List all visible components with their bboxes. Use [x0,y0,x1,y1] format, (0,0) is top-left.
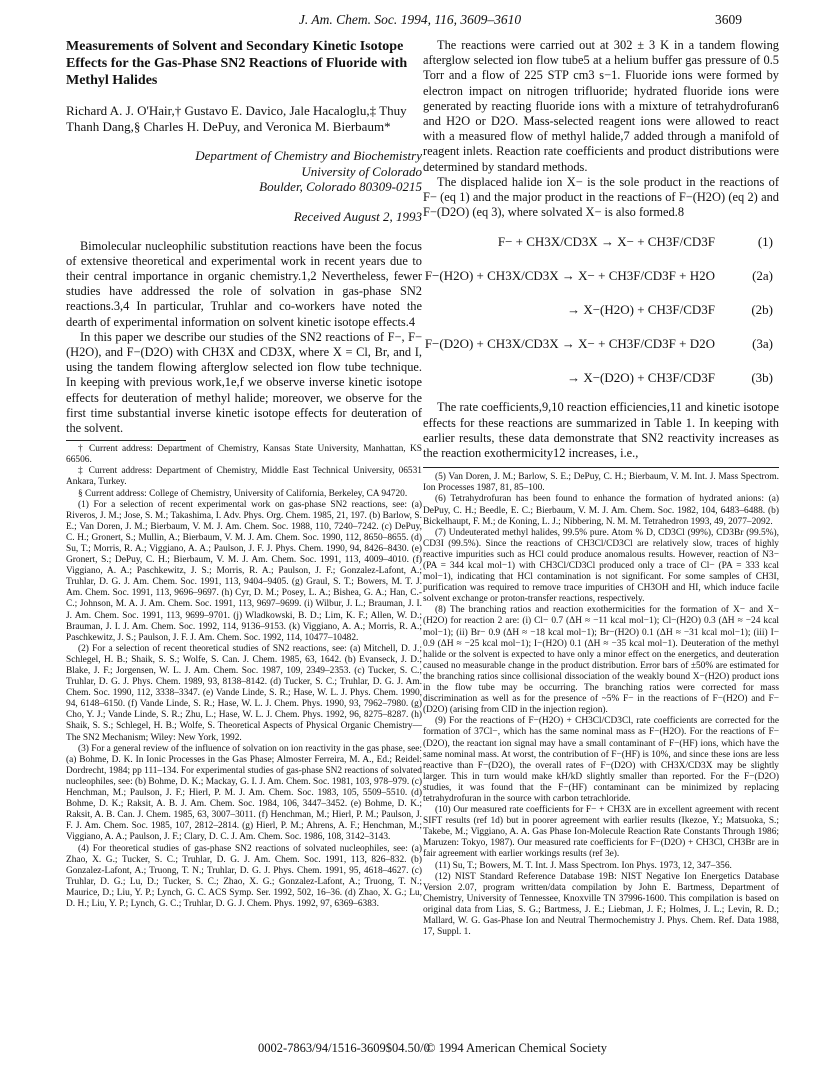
page-number: 3609 [715,12,742,27]
equation-number: (2b) [751,302,773,318]
affiliation-address: Boulder, Colorado 80309-0215 [259,179,422,194]
equation [423,260,779,294]
paragraph: The reactions were carried out at 302 ± 3 K in a tandem flowing afterglow selected ion flow tube5 at a helium buffer gas pressure of 0.5 Torr and a flow of 225 STP cm3 s−1. Fluoride ions were formed by electron impact on nitrogen trifluoride; hydrated fluoride ions were generated by reacting fluoride ions with a mixture of tetrahydrofuran6 and H2O or D2O. Mass-selected reagent ions were allowed to react with a measured flow of methyl halide,7 added through a manifold of reagent inlets. Reaction rate coefficients and product distributions were determined by standard methods. [423,38,779,174]
equation-expression: F− + CH3X/CD3X → X− + CH3F/CD3F [497,234,715,250]
reference: (12) NIST Standard Reference Database 19B: NIST Negative Ion Energetics Database Version 2.07, program written/data compilation by John E. Bartmess, Department of Chemistry, University of Tennessee, Knoxville TN 37996-1600. This compilation is based on original data from Lias, S. G.; Bartmess, J. E.; Liebman, J. F.; Holmes, J. L.; Levin, R. D.; Mallard, W. G. Gas-Phase Ion and Neutral Thermochemistry J. Phys. Chem. Ref. Data 1988, 17, Suppl. 1. [423,871,779,938]
paragraph: The rate coefficients,9,10 reaction efficiencies,11 and kinetic isotope effects for these reactions are summarized in Table 1. In keeping with earlier results, these data demonstrate that SN2 reactivity increases as the reaction exothermicity12 increases, i.e., [423,400,779,461]
equation [423,328,779,362]
body-text-right [423,38,779,220]
equation [423,362,779,396]
right-column [423,38,779,938]
footnotes-left [66,444,422,910]
affiliation-university: University of Colorado [301,163,422,179]
reference: (6) Tetrahydrofuran has been found to enhance the formation of hydrated anions: (a) DePuy, C. H.; Beedle, E. C.; Bierbaum, V. M. J. Am. Chem. Soc. 1982, 104, 6483–6488. (b) Bickelhaupt, F. M.; de Koning, L. J.; Nibbering, N. M. M. Tetrahedron 1993, 49, 2077–2092. [423,494,779,527]
equation-number: (3a) [752,336,773,352]
copyright-notice: © 1994 American Chemical Society [426,1041,607,1055]
page-footer [0,1041,820,1059]
footnote-rule [66,440,186,441]
paragraph: In this paper we describe our studies of the SN2 reactions of F−, F−(H2O), and F−(D2O) with CH3X and CD3X, where X = Cl, Br, and I, using the tandem flowing afterglow selected ion flow tube technique. In keeping with previous work,1e,f we observe inverse kinetic isotope effects for deuteration of methyl halide; moreover, we observe for the first time substantial inverse kinetic isotope effects for deuteration of the solvent. [66,329,422,435]
equation [423,226,779,260]
reference: (11) Su, T.; Bowers, M. T. Int. J. Mass Spectrom. Ion Phys. 1973, 12, 347–356. [435,860,732,871]
reference: (5) Van Doren, J. M.; Barlow, S. E.; DePuy, C. H.; Bierbaum, V. M. Int. J. Mass Spectrom. Ion Processes 1987, 81, 85–100. [423,472,779,494]
equation-expression: F−(D2O) + CH3X/CD3X → X− + CH3F/CD3F + D2O [424,336,715,352]
affiliation [66,148,422,195]
equation-block [423,226,779,396]
running-head [0,10,820,30]
received-date: Received August 2, 1993 [293,208,422,224]
journal-citation: J. Am. Chem. Soc. 1994, 116, 3609–3610 [298,12,522,27]
equation-expression: F−(H2O) + CH3X/CD3X → X− + CH3F/CD3F + H2O [424,268,715,284]
equation-number: (2a) [752,268,773,284]
equation-number: (1) [757,234,773,250]
equation-number: (3b) [751,370,773,386]
footnotes-right [423,472,779,938]
reference: (2) For a selection of recent theoretical studies of SN2 reactions, see: (a) Mitchell, D. J.; Schlegel, H. B.; Shaik, S. S.; Wolfe, S. Can. J. Chem. 1985, 63, 1642. (b) Evanseck, J. D.; Blake, J. F.; Jorgensen, W. L. J. Am. Chem. Soc. 1987, 109, 2349–2353. (c) Tucker, S. C.; Truhlar, D. G. J. Phys. Chem. 1989, 93, 8138–8142. (d) Tucker, S. C.; Truhlar, D. G. J. Am. Chem. Soc. 1990, 112, 3338–3347. (e) Vande Linde, S. R.; Hase, W. L. J. Phys. Chem. 1990, 94, 6148–6150. (f) Vande Linde, S. R.; Hase, W. L. J. Chem. Phys. 1990, 93, 7962–7980. (g) Cho, Y. J.; Vande Linde, S. R.; Zhu, L.; Hase, W. L. J. Chem. Phys. 1992, 96, 8275–8287. (h) Shaik, S. S.; Schlegel, H. B.; Wolfe, S. Theoretical Aspects of Physical Organic Chemistry—The SN2 Mechanism; Wiley: New York, 1992. [66,643,422,743]
reference: (4) For theoretical studies of gas-phase SN2 reactions of solvated nucleophiles, see: (a) Zhao, X. G.; Tucker, S. C.; Truhlar, D. G. J. Am. Chem. Soc. 1991, 113, 826–832. (b) Gonzalez-Lafont, A.; Truong, T. N.; Truhlar, D. G. J. Phys. Chem. 1991, 95, 4618–4627. (c) Truhlar, D. G.; Lu, D.; Tucker, S. C.; Zhao, X. G.; Gonzalez-Lafont, A.; Truong, T. N.; Maurice, D.; Liu, Y. P.; Lynch, G. C. ACS Symp. Ser. 1992, 502, 16–36. (d) Zhao, X. G.; Lu, D. H.; Liu, Y. P.; Lynch, G. C.; Truhlar, D. G. J. Chem. Phys. 1992, 97, 6369–6383. [66,843,422,909]
equation-expression: → X−(H2O) + CH3F/CD3F [567,302,715,318]
reference: (9) For the reactions of F−(H2O) + CH3Cl/CD3Cl, rate coefficients are corrected for the formation of 37Cl−, which has the same nominal mass as F−(H2O). For the reactions of F−(D2O), the reactant ion signal may have a small contaminant of F−(HF) ions, which have the same nominal mass. At worst, the contribution of F−(HF) is 10%, and since these ions are less reactive than F−(D2O), the overall rates of F−(D2O) with CH3X/CD3X may be slightly larger. This in turn would make kH/kD slightly smaller than reported. For the F−(D2O) studies, it was found that the F−(HF) contaminant can be minimized by replacing tetrahydrofuran in the source with carbon tetrachloride. [423,716,779,804]
reference: (10) Our measured rate coefficients for F− + CH3X are in excellent agreement with recent SIFT results (ref 1d) but in poorer agreement with earlier results (Ikezoe, Y.; Matsuoka, S.; Takebe, M.; Viggiano, A. A. Gas Phase Ion-Molecule Reaction Rate Constants Through 1986; Maruzen: Tokyo, 1987). Our measured rate coefficients for F−(D2O) + CH3Cl, CH3Br are in fair agreement with earlier workings results (ref 3e). [423,805,779,860]
equation-expression: → X−(D2O) + CH3F/CD3F [567,370,715,386]
reference: (7) Undeuterated methyl halides, 99.5% pure. Atom % D, CD3Cl (99%), CD3Br (99.5%), CD3I (99.5%). Since the reactions of CH3Cl/CD3Cl are relatively slow, traces of highly reactive impurities such as HCl could produce anomalous results. However, reaction of N3− (PA = 344 kcal mol−1) with CH3Cl/CD3Cl produced only a trace of Cl− (PA = 333 kcal mol−1), indicating that HCl contamination is not significant. For some samples of CH3I, purification was required to remove trace impurities of CH3OH and HI, which induce facile solvent exchange or proton-transfer reactions, respectively. [423,527,779,605]
paragraph: The displaced halide ion X− is the sole product in the reactions of F− (eq 1) and the major product in the reactions of F−(H2O) (eq 2) and F−(D2O) (eq 3), where solvated X− is also formed.8 [423,174,779,220]
author-list: Richard A. J. O'Hair,† Gustavo E. Davico, Jale Hacaloglu,‡ Thuy Thanh Dang,§ Charles H. DePuy, and Veronica M. Bierbaum* [66,103,407,134]
article-code: 0002-7863/94/1516-3609$04.50/0 [258,1041,430,1055]
article-title: Measurements of Solvent and Secondary Kinetic Isotope Effects for the Gas-Phase SN2 Reactions of Fluoride with Methyl Halides [66,39,408,88]
reference: (8) The branching ratios and reaction exothermicities for the formation of X− and X−(H2O) for reaction 2 are: (i) Cl− 0.7 (ΔH ≈ −11 kcal mol−1); Cl−(H2O) 0.3 (ΔH ≈ −24 kcal mol−1); (ii) Br− 0.9 (ΔH ≈ −18 kcal mol−1); Br−(H2O) 0.1 (ΔH ≈ −31 kcal mol−1); (iii) I− 0.9 (ΔH ≈ −25 kcal mol−1); I−(H2O) 0.1 (ΔH ≈ −35 kcal mol−1). Deuteration of the methyl halide or the solvent is expected to have only a minor effect on the energetics, and deuteration caused no measurable change in the product distribution. Error bars of ±50% are estimated for the branching ratios since collisional dissociation of the weakly bound X−(H2O) product ions in the flow tube may be occurring. The branching ratios were corrected for mass discrimination as well as for the presence of ~5% F− in the reactions of F−(H2O) and F−(D2O) (arising from CID in the injection region). [423,605,779,716]
footnote: † Current address: Department of Chemistry, Kansas State University, Manhattan, KS 66506. [66,444,422,466]
affiliation-department: Department of Chemistry and Biochemistry [195,148,422,163]
body-text-right-continued [423,400,779,461]
equation [423,294,779,328]
reference: (1) For a selection of recent experimental work on gas-phase SN2 reactions, see: (a) Riveros, J. M.; Jose, S. M.; Takashima, I. Adv. Phys. Org. Chem. 1985, 21, 197. (b) Barlow, S. E.; Van Doren, J. M.; Bierbaum, V. M. J. Am. Chem. Soc. 1988, 110, 7240–7242. (c) DePuy, C. H.; Gronert, S.; Mullin, A.; Bierbaum, V. M. J. Am. Chem. Soc. 1990, 112, 8650–8655. (d) Su, T.; Morris, R. A.; Viggiano, A. A.; Paulson, J. F. J. Phys. Chem. 1990, 94, 8426–8430. (e) Gronert, S.; DePuy, C. H.; Bierbaum, V. M. J. Am. Chem. Soc. 1991, 113, 4009–4010. (f) Viggiano, A. A.; Paschkewitz, J. S.; Morris, R. A.; Paulson, J. F.; Gonzalez-Lafont, A.; Truhlar, D. G. J. Am. Chem. Soc. 1991, 113, 9404–9405. (g) Graul, S. T.; Bowers, M. T. J. Am. Chem. Soc. 1991, 113, 9696–9697. (h) Cyr, D. M.; Posey, L. A.; Bishea, G. A.; Han, C.-C.; Johnson, M. A. J. Am. Chem. Soc. 1991, 113, 9697–9699. (i) Wilbur, J. L.; Brauman, J. I. J. Am. Chem. Soc. 1991, 113, 9699–9701. (j) Wladkowski, B. D.; Lim, K. F.; Allen, W. D.; Brauman, J. I. J. Am. Chem. Soc. 1992, 114, 9136–9153. (k) Viggiano, A. A.; Morris, R. A.; Paschkewitz, J. S.; Paulson, J. F. J. Am. Chem. Soc. 1992, 114, 10477–10482. [66,499,422,643]
reference: (3) For a general review of the influence of solvation on ion reactivity in the gas phase, see: (a) Bohme, D. K. In Ionic Processes in the Gas Phase; Almoster Ferreira, M. A., Ed.; Reidel: Dordrecht, 1984; pp 111–134. For experimental studies of gas-phase SN2 reactions of solvated nucleophiles, see: (b) Bohme, D. K.; Mackay, G. I. J. Am. Chem. Soc. 1981, 103, 978–979. (c) Henchman, M.; Paulson, J. F.; Hierl, P. M. J. Am. Chem. Soc. 1983, 105, 5509–5510. (d) Bohme, D. K.; Raksit, A. B. J. Am. Chem. Soc. 1984, 106, 3447–3452. (e) Bohme, D. K.; Raksit, A. B. Can. J. Chem. 1985, 63, 3007–3011. (f) Henchman, M.; Hierl, P. M.; Paulson, J. F. J. Am. Chem. Soc. 1985, 107, 2812–2814. (g) Hierl, P. M.; Ahrens, A. F.; Henchman, M.; Viggiano, A. A.; Paulson, J. F.; Clary, D. C. J. Am. Chem. Soc. 1986, 108, 3142–3143. [66,743,422,843]
footnote: § Current address: College of Chemistry, University of California, Berkeley, CA 94720. [78,488,408,499]
footnote-rule [423,467,779,468]
paragraph: Bimolecular nucleophilic substitution reactions have been the focus of extensive theoretical and experimental work in recent years due to their central importance in organic chemistry.1,2 Nevertheless, fewer studies have addressed the role of solvation in gas-phase SN2 reactions.3,4 In particular, Truhlar and co-workers have noted the dearth of experimental information on solvent kinetic isotope effects.4 [66,238,422,329]
body-text-left [66,239,422,437]
left-column [66,38,422,910]
footnote: ‡ Current address: Department of Chemistry, Middle East Technical University, 06531 Ankara, Turkey. [66,466,422,488]
